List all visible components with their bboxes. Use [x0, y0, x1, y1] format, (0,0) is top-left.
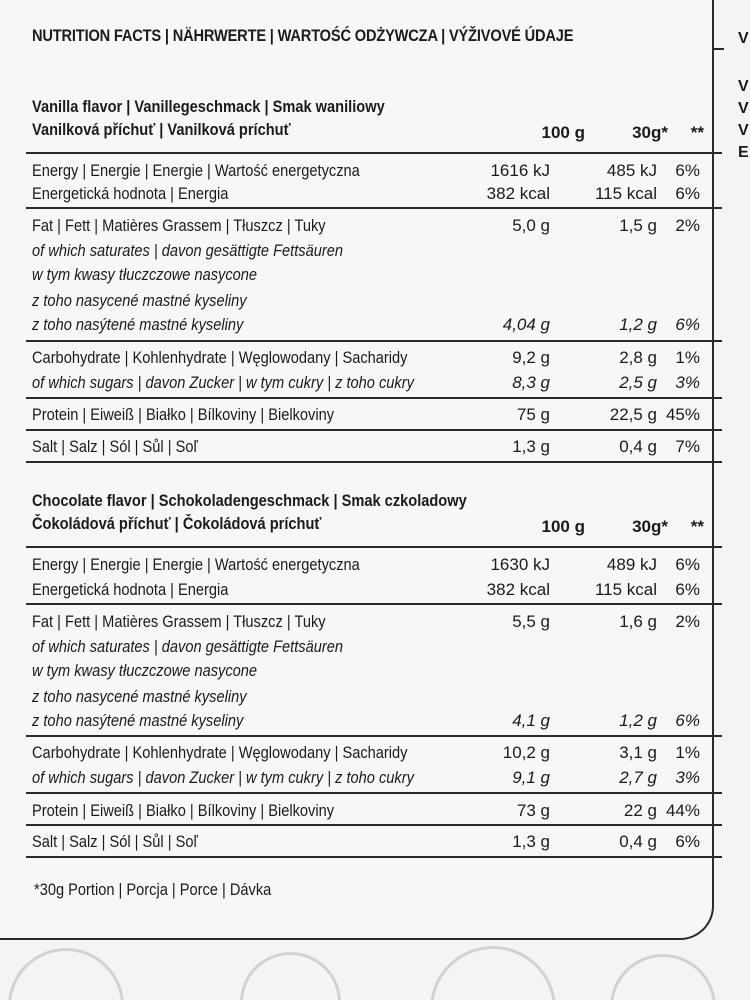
value-100g: 75 g	[516, 405, 550, 424]
nutrient-label: Energy | Energie | Energie | Wartość energetyczna	[32, 161, 360, 180]
value-reference-intake: 6%	[675, 555, 700, 574]
value-100g: 4,1 g	[512, 711, 550, 730]
table-rule	[26, 856, 722, 858]
table-rule	[26, 546, 722, 548]
value-100g: 4,04 g	[502, 315, 550, 334]
value-30g: 115 kcal	[594, 184, 657, 203]
value-30g: 2,7 g	[619, 768, 657, 787]
nutrient-label: of which saturates | davon gesättigte Fettsäuren	[32, 241, 343, 260]
value-30g: 3,1 g	[619, 743, 657, 762]
value-30g: 1,2 g	[619, 315, 657, 334]
value-30g: 22,5 g	[609, 405, 657, 424]
value-30g: 115 kcal	[594, 580, 657, 599]
value-30g: 2,8 g	[619, 348, 657, 367]
value-reference-intake: 6%	[675, 161, 700, 180]
value-100g: 1630 kJ	[490, 555, 550, 574]
nutrient-label: Fat | Fett | Matières Grassem | Tłuszcz | Tuky	[32, 612, 326, 631]
value-30g: 0,4 g	[619, 832, 657, 851]
header-rule	[712, 48, 724, 50]
vanilla-title-line2: Vanilková příchuť | Vanilková príchuť	[32, 120, 291, 139]
value-100g: 10,2 g	[502, 743, 550, 762]
value-30g: 2,5 g	[619, 373, 657, 392]
value-reference-intake: 45%	[665, 405, 700, 424]
chocolate-col-ri: **	[690, 517, 704, 536]
value-30g: 1,2 g	[619, 711, 657, 730]
nutrient-label: z toho nasýtené mastné kyseliny	[32, 711, 244, 730]
nutrient-label: z toho nasýtené mastné kyseliny	[32, 315, 244, 334]
table-rule	[26, 397, 722, 399]
edge-letter: V	[738, 100, 749, 117]
value-100g: 382 kcal	[486, 184, 550, 203]
table-rule	[26, 207, 722, 209]
value-100g: 8,3 g	[512, 373, 550, 392]
nutrient-label: z toho nasycené mastné kyseliny	[32, 291, 247, 310]
chocolate-col-30g: 30g*	[632, 517, 668, 536]
table-rule	[26, 429, 722, 431]
nutrient-label: Energetická hodnota | Energia	[32, 580, 229, 599]
background-logo-fragment	[0, 942, 750, 1000]
value-30g: 489 kJ	[606, 555, 657, 574]
nutrient-label: Salt | Salz | Sól | Sůl | Soľ	[32, 437, 198, 456]
edge-letter: V	[738, 30, 749, 47]
nutrient-label: Carbohydrate | Kohlenhydrate | Węglowodany | Sacharidy	[32, 348, 408, 367]
nutrient-label: z toho nasycené mastné kyseliny	[32, 687, 247, 706]
value-reference-intake: 1%	[675, 743, 700, 762]
value-30g: 0,4 g	[619, 437, 657, 456]
table-rule	[26, 461, 722, 463]
value-reference-intake: 6%	[675, 184, 700, 203]
nutrient-label: Carbohydrate | Kohlenhydrate | Węglowodany | Sacharidy	[32, 743, 408, 762]
value-reference-intake: 1%	[675, 348, 700, 367]
edge-letter: E	[738, 144, 749, 161]
value-reference-intake: 6%	[675, 580, 700, 599]
adjacent-panel-letters	[738, 30, 749, 166]
nutrient-label: Salt | Salz | Sól | Sůl | Soľ	[32, 832, 198, 851]
vanilla-col-30g: 30g*	[632, 123, 668, 142]
nutrient-label: Protein | Eiweiß | Białko | Bílkoviny | Bielkoviny	[32, 405, 335, 424]
table-rule	[26, 603, 722, 605]
chocolate-title-line2: Čokoládová příchuť | Čokoládová príchuť	[32, 514, 322, 533]
value-reference-intake: 2%	[675, 612, 700, 631]
value-30g: 1,6 g	[619, 612, 657, 631]
value-reference-intake: 7%	[675, 437, 700, 456]
table-rule	[26, 792, 722, 794]
table-rule	[26, 735, 722, 737]
portion-footnote: *30g Portion | Porcja | Porce | Dávka	[34, 880, 272, 899]
vanilla-col-100g: 100 g	[541, 123, 585, 142]
value-reference-intake: 3%	[675, 373, 700, 392]
value-reference-intake: 2%	[675, 216, 700, 235]
value-100g: 382 kcal	[486, 580, 550, 599]
edge-letter: V	[738, 78, 749, 95]
chocolate-col-100g: 100 g	[541, 517, 585, 536]
nutrient-label: of which saturates | davon gesättigte Fettsäuren	[32, 637, 343, 656]
nutrient-label: Fat | Fett | Matières Grassem | Tłuszcz | Tuky	[32, 216, 326, 235]
vanilla-col-ri: **	[690, 123, 704, 142]
nutrient-label: Protein | Eiweiß | Białko | Bílkoviny | Bielkoviny	[32, 801, 335, 820]
nutrient-label: of which sugars | davon Zucker | w tym cukry | z toho cukry	[32, 768, 414, 787]
value-30g: 22 g	[623, 801, 657, 820]
value-100g: 5,5 g	[512, 612, 550, 631]
nutrient-label: Energy | Energie | Energie | Wartość energetyczna	[32, 555, 360, 574]
value-reference-intake: 6%	[675, 832, 700, 851]
nutrient-label: w tym kwasy tłuczczowe nasycone	[32, 661, 258, 680]
value-100g: 9,1 g	[512, 768, 550, 787]
value-100g: 73 g	[516, 801, 550, 820]
chocolate-title-line1: Chocolate flavor | Schokoladengeschmack | Smak czkoladowy	[32, 491, 467, 510]
value-100g: 9,2 g	[512, 348, 550, 367]
value-30g: 485 kJ	[606, 161, 657, 180]
nutrient-label: Energetická hodnota | Energia	[32, 184, 229, 203]
nutrient-label: w tym kwasy tłuczczowe nasycone	[32, 265, 258, 284]
value-100g: 1,3 g	[512, 832, 550, 851]
nutrition-header: NUTRITION FACTS | NÄHRWERTE | WARTOŚĆ ODŻYWCZA | VÝŽIVOVÉ ÚDAJE	[32, 26, 574, 45]
table-rule	[26, 824, 722, 826]
value-reference-intake: 6%	[675, 315, 700, 334]
value-reference-intake: 6%	[675, 711, 700, 730]
value-100g: 1,3 g	[512, 437, 550, 456]
value-reference-intake: 44%	[665, 801, 700, 820]
table-rule	[26, 340, 722, 342]
value-100g: 5,0 g	[512, 216, 550, 235]
nutrient-label: of which sugars | davon Zucker | w tym cukry | z toho cukry	[32, 373, 414, 392]
vanilla-title-line1: Vanilla flavor | Vanillegeschmack | Smak waniliowy	[32, 97, 385, 116]
value-100g: 1616 kJ	[490, 161, 550, 180]
edge-letter: V	[738, 122, 749, 139]
value-30g: 1,5 g	[619, 216, 657, 235]
table-rule	[26, 152, 722, 154]
value-reference-intake: 3%	[675, 768, 700, 787]
